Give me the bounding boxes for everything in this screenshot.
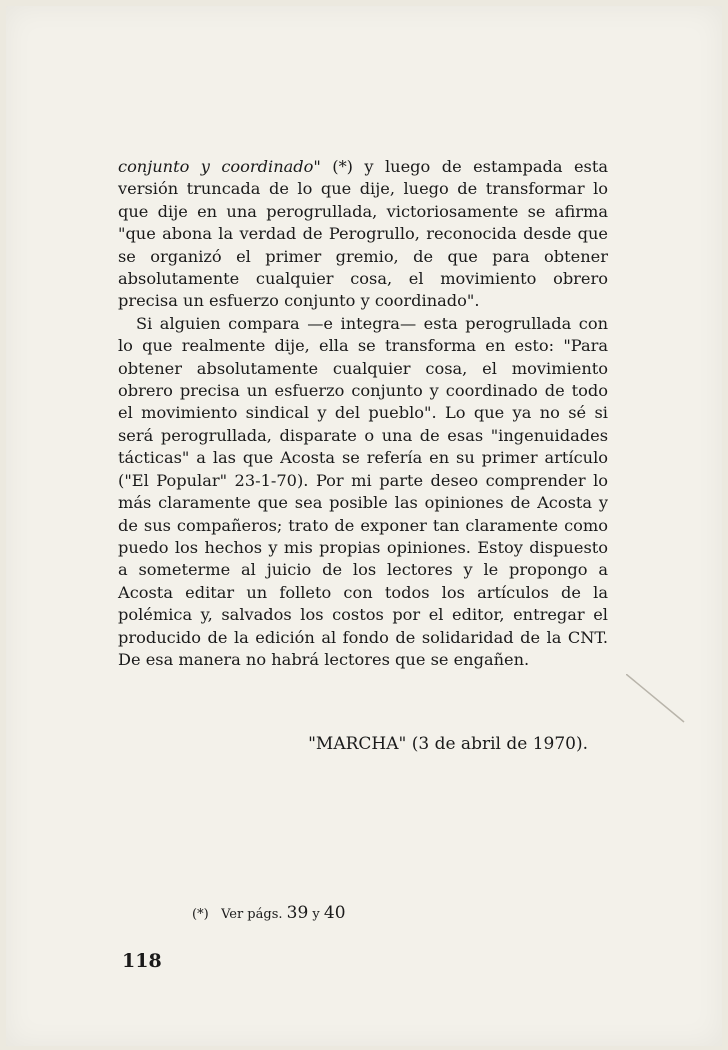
book-page — [6, 6, 722, 1046]
signature-line: "MARCHA" (3 de abril de 1970). — [308, 734, 588, 754]
italic-phrase: conjunto y coordinado — [118, 157, 314, 176]
footnote-text: Ver págs. — [221, 907, 283, 922]
paragraph-2: Si alguien compara —e integra— esta perogrullada con lo que realmente dije, ella se transforma en esto: "Para obtener absolutamente cualquier cosa, el movimiento obrero precisa un esfuerzo conjunto y coordinado de todo el movimiento sindical y del pueblo". Lo que ya no sé si será perogrullada, disparate o una de esas "ingenuidades tácticas" a las que Acosta se refería en su primer artículo ("El Popular" 23-1-70). Por mi parte deseo comprender lo más claramente que sea posible las opiniones de Acosta y de sus compañeros; trato de exponer tan claramente como puedo los hechos y mis propias opiniones. Estoy dispuesto a someterme al juicio de los lectores y le propongo a Acosta editar un folleto con todos los artículos de la polémica y, salvados los costos por el editor, entregar el producido de la edición al fondo de solidaridad de la CNT. De esa manera no habrá lectores que se engañen. — [118, 313, 608, 669]
footnote-page-b: 40 — [323, 903, 346, 923]
footnote — [192, 903, 346, 925]
page-fold-mark — [626, 674, 686, 724]
footnote-conj: y — [312, 907, 320, 922]
footnote-page-a: 39 — [286, 903, 309, 923]
paragraph-1 — [118, 156, 608, 313]
body-text — [118, 156, 608, 671]
paragraph-1-text: " (*) y luego de estampada esta versión truncada de lo que dije, luego de transformar lo que dije en una perogrullada, victoriosamente se afirma "que abona la verdad de Perogrullo, reconocida desde que se organizó el primer gremio, de que para obtener absolutamente cualquier cosa, el movimiento obrero precisa un esfuerzo conjunto y coordinado". — [118, 157, 608, 311]
page-number: 118 — [122, 950, 162, 972]
footnote-mark: (*) — [192, 907, 209, 922]
